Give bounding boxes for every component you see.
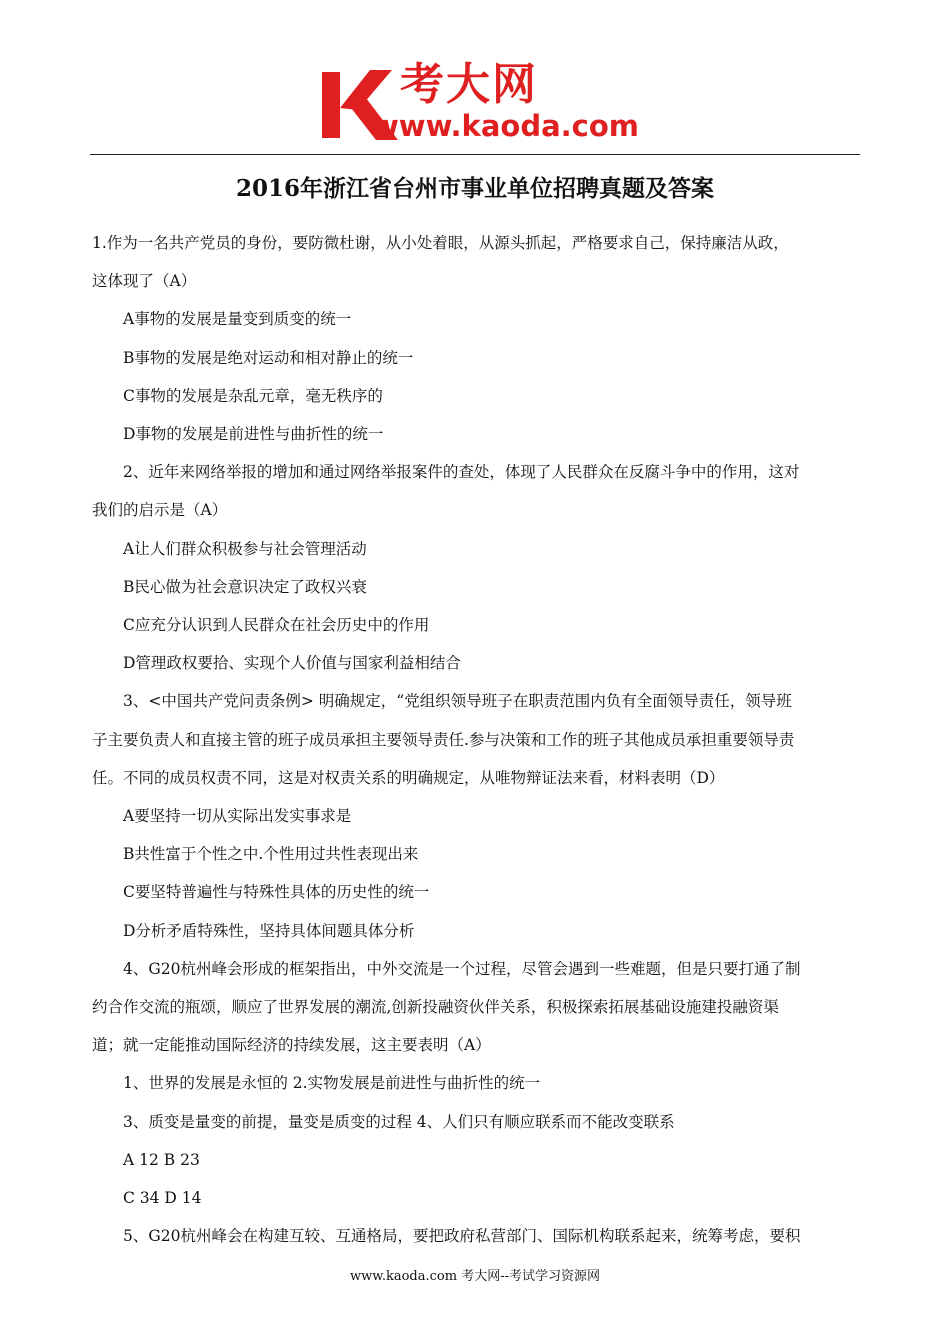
header-rule — [90, 154, 860, 155]
document-body — [92, 224, 860, 1255]
answer-option: B民心做为社会意识决定了政权兴衰 — [123, 577, 367, 596]
question-line: 道；就一定能推动国际经济的持续发展，这主要表明（A） — [92, 1036, 491, 1055]
question-line: 4、G20杭州峰会形成的框架指出，中外交流是一个过程，尽管会遇到一些难题，但是只要打通了制 — [123, 959, 801, 978]
answer-option: B事物的发展是绝对运动和相对静止的统一 — [123, 348, 414, 367]
question-line: 2、近年来网络举报的增加和通过网络举报案件的查处，体现了人民群众在反腐斗争中的作用，这对 — [123, 463, 800, 482]
answer-option: C事物的发展是杂乱元章，毫无秩序的 — [123, 386, 383, 405]
answer-option: D分析矛盾特殊性，坚持具体间题具体分析 — [123, 921, 415, 940]
question-line: 这体现了（A） — [92, 272, 197, 291]
answer-option: A要坚持一切从实际出发实事求是 — [123, 807, 352, 826]
question-line: 3、<中国共产党问责条例> 明确规定，“党组织领导班子在职责范围内负有全面领导责任，领导班 — [123, 692, 792, 711]
answer-option: A让人们群众积极参与社会管理活动 — [123, 539, 367, 558]
kaoda-logo — [318, 59, 648, 146]
question-line: 任。不同的成员权责不同，这是对权责关系的明确规定，从唯物辩证法来看，材料表明（D） — [92, 768, 725, 787]
question-line: 5、G20杭州峰会在构建互较、互通格局，要把政府私营部门、国际机构联系起来，统筹考虑，要积 — [123, 1227, 801, 1246]
document-title: 2016年浙江省台州市事业单位招聘真题及答案 — [235, 175, 714, 202]
question-line: 1.作为一名共产党员的身份，要防微杜谢，从小处着眼，从源头抓起，严格要求自己，保持廉洁从政， — [92, 234, 789, 252]
question-line: 我们的启示是（A） — [92, 501, 228, 520]
page-footer: www.kaoda.com 考大网--考试学习资源网 — [350, 1269, 600, 1284]
answer-option: A 12 B 23 — [123, 1150, 200, 1169]
answer-option: D管理政权要拾、实现个人价值与国家利益相结合 — [123, 654, 461, 673]
answer-option: A事物的发展是量变到质变的统一 — [123, 310, 352, 329]
answer-option: B共性富于个性之中.个性用过共性表现出来 — [123, 845, 419, 864]
answer-option: C应充分认识到人民群众在社会历史中的作用 — [123, 616, 430, 635]
answer-option: C要坚特普遍性与特殊性具体的历史性的统一 — [123, 883, 430, 902]
answer-option: 3、质变是量变的前提，量变是质变的过程 4、人们只有顺应联系而不能改变联系 — [123, 1112, 675, 1131]
answer-option: D事物的发展是前进性与曲折性的统一 — [123, 425, 384, 444]
logo-url: www.kaoda.com — [372, 109, 639, 143]
answer-option: 1、世界的发展是永恒的 2.实物发展是前进性与曲折性的统一 — [123, 1074, 541, 1093]
question-line: 约合作交流的瓶颂，顺应了世界发展的潮流,创新投融资伙伴关系，积极探索拓展基础设施建投融资渠 — [92, 998, 779, 1017]
question-line: 子主要负责人和直接主管的班子成员承担主要领导责任.参与决策和工作的班子其他成员承担重要领导责 — [92, 730, 795, 749]
logo-name: 考大网 — [400, 59, 538, 110]
answer-option: C 34 D 14 — [123, 1189, 202, 1208]
